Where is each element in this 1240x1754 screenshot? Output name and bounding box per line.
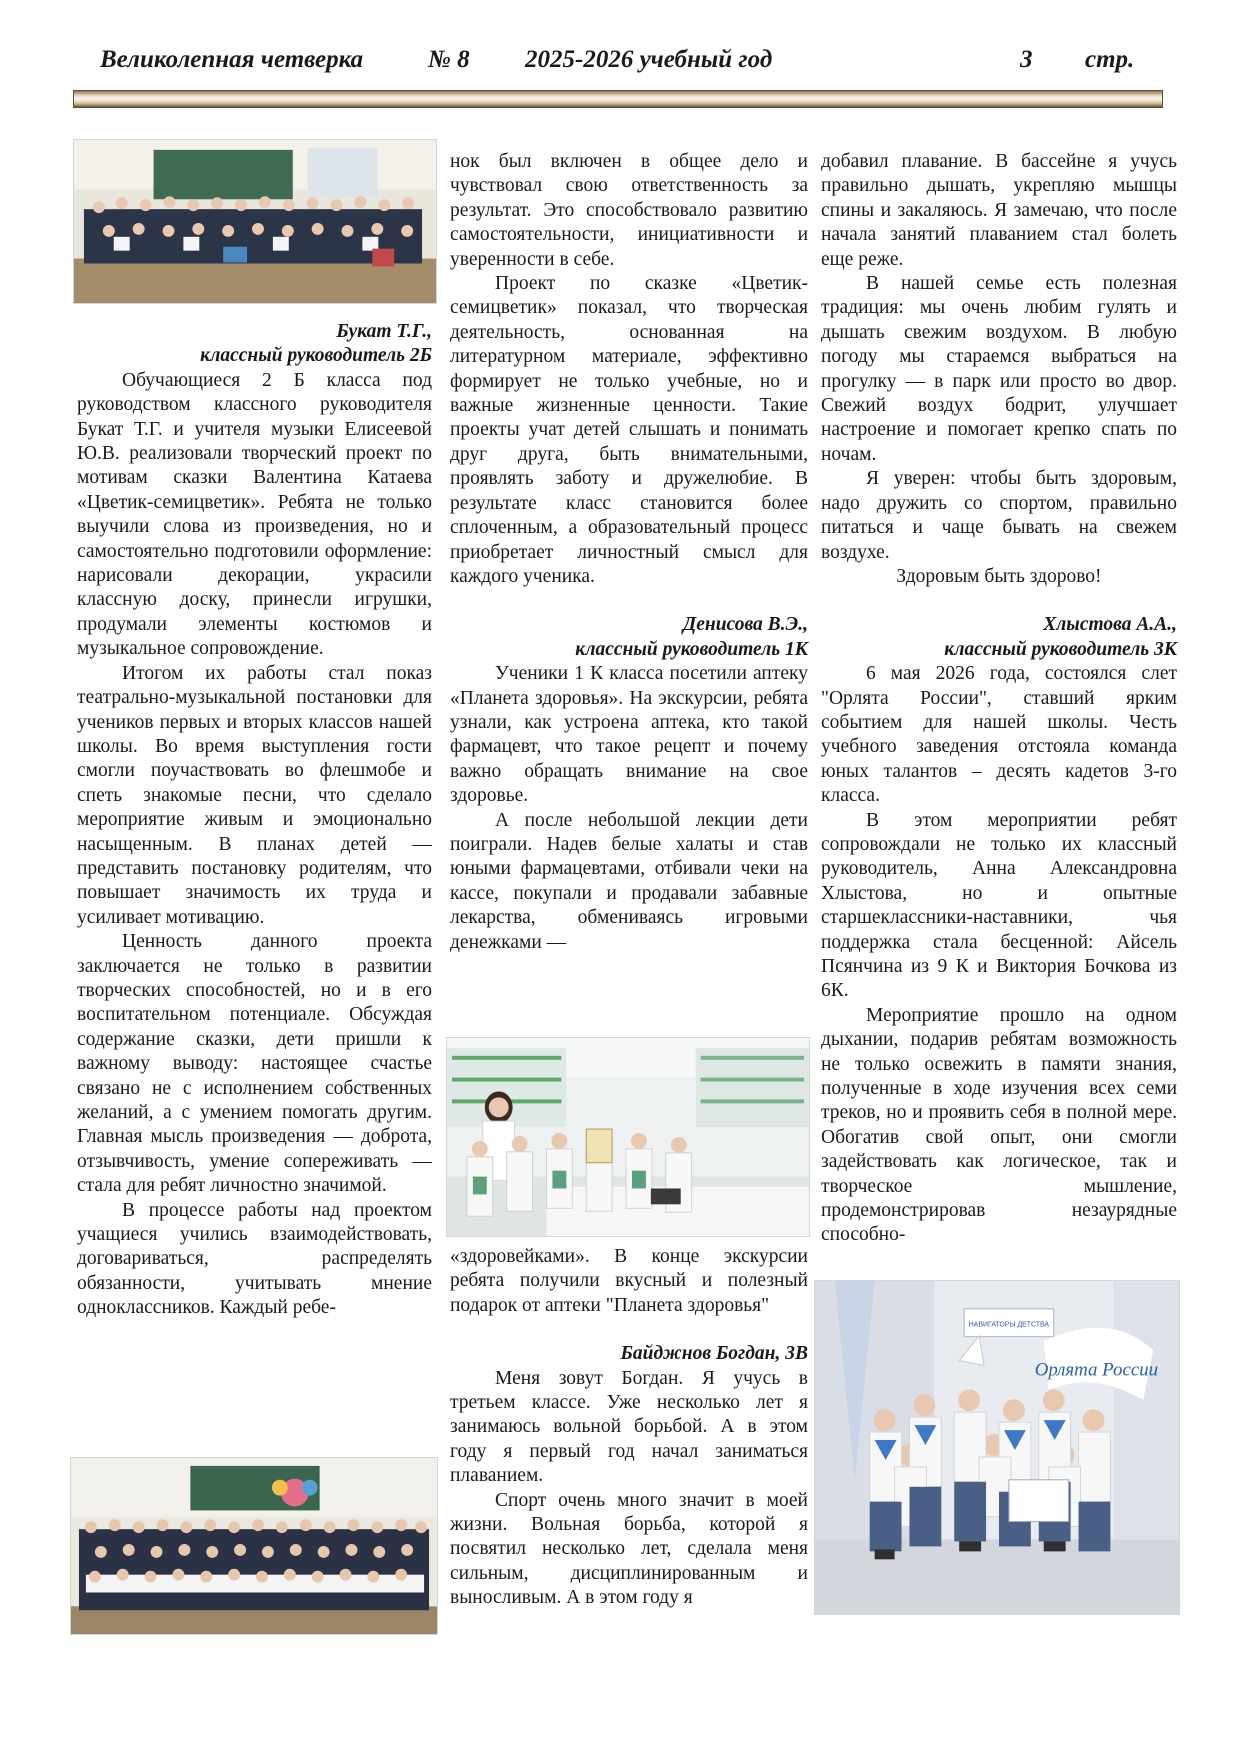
page-label: стр. [1085,46,1135,73]
author-signature: Денисова В.Э., [682,614,808,636]
author-signature: Байджнов Богдан, 3В [620,1343,808,1365]
paragraph: добавил плавание. В бассейне я учусь правильно дышать, укрепляю мышцы спины и закаляюсь. Я замечаю, что после начала занятий плаванием стал болеть еще реже. [821,151,1177,270]
paragraph: Ученики 1 К класса посетили аптеку «Планета здоровья». На экскурсии, ребята узнали, как устроена аптека, кто такой фармацевт, что такое рецепт и почему важно обращать внимание на свое здоровье. [450,663,808,807]
school-year: 2025-2026 учебный год [525,46,773,73]
paragraph: Обучающиеся 2 Б класса под руководством классного руководителя Букат Т.Г. и учителя музыки Елисеевой Ю.В. реализовали творческий проект по мотивам сказки Валентина Катаева «Цветик-семицветик». Ребята не только выучили слова из произведения, но и самостоятельно подготовили оформление: нарисовали декорации, украсили классную доску, принесли игрушки, продумали элементы костюмов и музыкальное сопровождение. [77,369,432,660]
author-signature: Хлыстова А.А., [1043,614,1177,636]
paragraph: нок был включен в общее дело и чувствовал свою ответственность за результат. Это способствовало развитию самостоятельности, инициативности и уверенности в себе. [450,151,808,270]
author-role: классный руководитель 2Б [200,345,432,367]
column-3 [821,150,1177,1248]
author-signature: Букат Т.Г., [336,321,432,342]
paragraph: Мероприятие прошло на одном дыхании, подарив ребятам возможность не только освежить в памяти знания, полученные в ходе изучения всех семи треков, но и проявить себя в полной мере. Обогатив свой опыт, они смогли задействовать как логическое, так и творческое мышление, продемонстрировав незаурядные способно- [821,1004,1177,1246]
column-2 [450,150,808,955]
paragraph: Меня зовут Богдан. Я учусь в третьем классе. Уже несколько лет я занимаюсь вольной борьбой. А в этом году я первый год начал заниматься плаванием. [450,1367,808,1487]
paragraph: Я уверен: чтобы быть здоровым, надо дружить со спортом, правильно питаться и чаще бывать на свежем воздухе. [821,468,1177,563]
navigators-banner-text: НАВИГАТОРЫ ДЕТСТВА [968,1321,1050,1329]
issue-number: № 8 [428,46,470,73]
orlyata-rossii-photo [814,1280,1180,1615]
paragraph: Ценность данного проекта заключается не только в развитии творческих способностей, но и в его воспитательном потенциале. Обсуждая содержание сказки, дети пришли к важному выводу: настоящее счастье связано не с исполнением собственных желаний, а с умением помогать другим. Главная мысль произведения — доброта, отзывчивость, умение сопереживать — стала для ребят личностно значимой. [77,931,432,1197]
paragraph: В нашей семье есть полезная традиция: мы очень любим гулять и дышать свежим воздухом. В любую погоду мы стараемся выбраться на прогулку — в парк или просто во двор. Свежий воздух бодрит, улучшает настроение и помогает крепко спать по ночам. [821,273,1177,465]
author-role: классный руководитель 1К [575,638,808,660]
class-2b-group-photo [73,139,437,304]
school-group-photo [70,1457,438,1635]
paragraph: Спорт очень много значит в моей жизни. Вольная борьба, которой я посвятил несколько лет, сделала меня сильным, дисциплинированным и выносливым. А в этом году я [450,1489,808,1609]
page-header [100,46,1160,80]
column-1 [77,320,432,1321]
paragraph: Итогом их работы стал показ театрально-музыкальной постановки для учеников первых и вторых классов нашей школы. Во время выступления гости смогли поучаствовать во флешмобе и спеть знакомые песни, что сделало мероприятие живым и эмоционально насыщенным. В планах детей — представить постановку родителям, что повышает значимость их труда и усиливает мотивацию. [77,662,432,928]
column-2-continued [450,1245,808,1611]
paragraph: Здоровым быть здорово! [896,565,1102,587]
orlyata-logo-text: Орлята России [1034,1359,1159,1381]
paragraph: В процессе работы над проектом учащиеся учились взаимодействовать, договариваться, распределять обязанности, учитывать мнение одноклассников. Каждый ребе- [77,1199,432,1319]
paragraph: 6 мая 2026 года, состоялся слет "Орлята России", ставший ярким событием для нашей школы. Честь учебного заведения отстояла команда юных талантов – десять кадетов 3-го класса. [821,663,1177,807]
paragraph: В этом мероприятии ребят сопровождали не только их классный руководитель, Анна Александровна Хлыстова, но и опытные старшеклассники-наставники, чья поддержка стала бесценной: Айсель Псянчина из 9 К и Виктория Бочкова из 6К. [821,809,1177,1002]
header-rule [73,90,1163,108]
page-number: 3 [1020,46,1033,73]
paragraph: «здоровейками». В конце экскурсии ребята получили вкусный и полезный подарок от аптеки "Планета здоровья" [450,1246,808,1316]
paragraph: Проект по сказке «Цветик-семицветик» показал, что творческая деятельность, основанная на литературном материале, эффективно формирует не только учебные, но и важные жизненные ценности. Такие проекты учат детей слышать и понимать друг друга, быть внимательными, проявлять заботу и дружелюбие. В результате класс становится более сплоченным, а образовательный процесс приобретает личностный смысл для каждого ученика. [450,273,808,587]
pharmacy-excursion-photo [446,1037,810,1237]
newspaper-title: Великолепная четверка [100,46,364,73]
author-role: классный руководитель 3К [944,638,1177,660]
paragraph: А после небольшой лекции дети поиграли. Надев белые халаты и став юными фармацевтами, отбивали чеки на кассе, покупали и продавали забавные лекарства, обмениваясь игровыми денежками — [450,809,808,953]
